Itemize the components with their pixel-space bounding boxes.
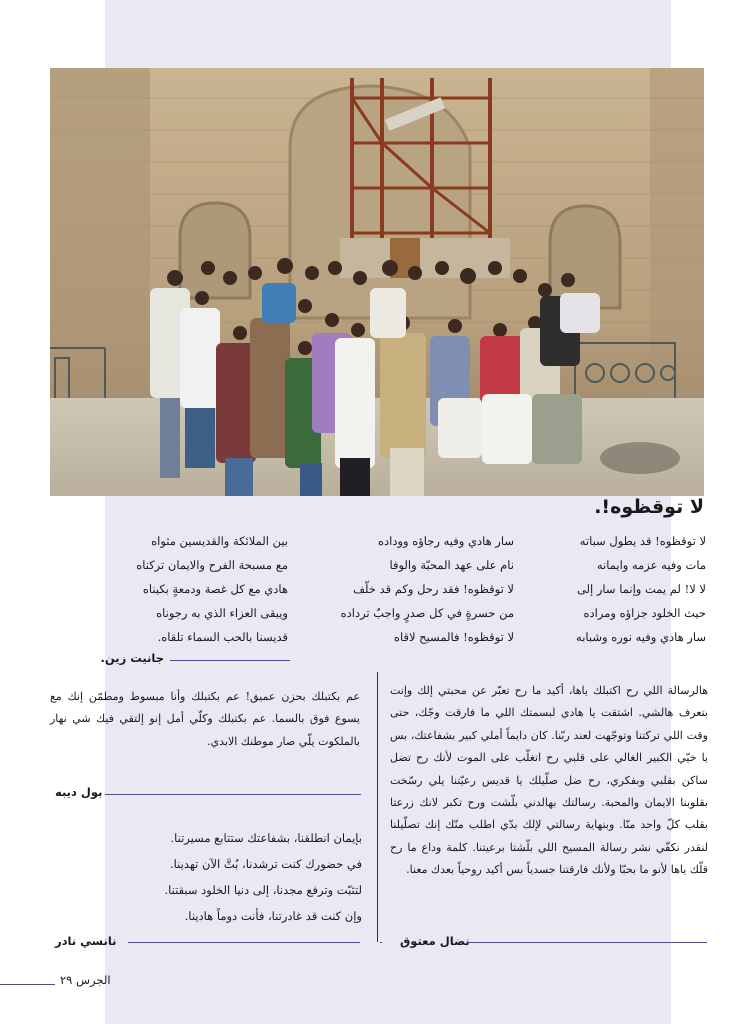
verse-line: هادي مع كل غصة ودمعةٍ بكيناه [142,582,288,596]
verse-line: حيث الخلود جزاؤه ومراده [583,606,706,620]
verse-line: لا توقظوه! قد يطول سباته [579,534,706,548]
verse-line: مع مسبحة الفرح والايمان تركناه [136,558,288,572]
column-divider [377,672,378,942]
footer-rule [0,984,55,985]
verse-line: لتثبّت وترفع مجدنا، إلى دنيا الخلود سبقتنا. [164,883,362,897]
verse-line: لا لا! لم يمت وإنما سار إلى [576,582,706,596]
verse-line: بإيمان انطلقنا، بشفاعتك ستتابع مسيرتنا. [170,831,362,845]
signature-rule [105,794,361,795]
verse-line: في حضورك كنت ترشدنا، بُتَّ الآن تهدينا. [169,857,362,871]
letter-paul-signature: بول ديبه [55,785,103,799]
verse-line: من حسرةٍ في كل صدرٍ واجبٌ ترداده [340,606,514,620]
letter-nidal-signature: نضال معتوق [400,934,470,948]
verse-line: بين الملائكة والقديسين مثواه [151,534,288,548]
group-photo [50,68,704,496]
verse-line: لا توقظوه! فالمسيح لاقاه [393,630,514,644]
signature-rule [128,942,360,943]
letter-paul-text: عم بكتبلك بحزن عميق! عم بكتبلك وأنا مبسوط ومطمّن إنك مع يسوع فوق بالسما. عم بكتبلك وكلّي أمل إنو إلتقي فيك شي نهار بالملكوت يلّي صار موطنك الابدي. [50,690,360,748]
verse-line: نام على عهد المحبّة والوفا [389,558,514,572]
poem-signature: جانيت زين. [100,651,164,665]
verse-line: قديسنا بالحب السماء تلقاه. [157,630,288,644]
signature-rule [380,942,382,943]
poem-nancy [32,825,362,929]
letter-nidal-text: هالرسالة اللي رح اكتبلك ياها، أكيد ما رح تعبّر عن محبتي إلك وإنت بتعرف هالشي. اشتقت يا هادي لبسمتك اللي ما فارقت وجّك، حتى وقت اللي تركتنا وتوجّهت لعند ربّنا. كان دايماً أملي كبير بشفاعتك، بس يا خيّي الكبير الغالي على قلبي رح اتغلّب على الموت لأنك رح تضل ساكن بقلبي وبفكري، رح ضل صلّيلك يا قديس رعيّتنا يلي رسّخت بقلوبنا الايمان والمحبة. رسالتك بهالدني بلّشت ورح تكبر لانك زرعتا بقلب كلّ واحد منّا. وبنهاية رسالتي لإلك بدّي اطلب منّك إنك تصلّيلنا لنقدر نكفّي نشر رسالة المسيح اللي بلّشتا برعيتنا. كلمة وداع ما رح قلّك ياها لأنو ما بحبّا ولأنك فارقتنا جسدياً بس أكيد روحياً بعدك معنا. [390,684,708,877]
signature-rule [170,660,290,661]
verse-line: مات وفيه عزمه وايمانه [596,558,706,572]
page-footer: الجرس ٢٩ [60,973,111,987]
poem-column-right [546,529,706,649]
signature-rule [467,942,707,943]
poem-column-left [108,529,288,649]
verse-line: سار هادي وفيه نوره وشبابه [576,630,706,644]
poem-title: لا توقظوه!. [594,496,704,518]
verse-line: وإن كنت قد غادرتنا، فأنت دوماً هادينا. [184,909,362,923]
poem-column-middle [314,529,514,649]
poem-nancy-signature: نانسي نادر [55,934,117,948]
verse-line: ويبقى العزاء الذي به رجوناه [156,606,288,620]
verse-line: سار هادي وفيه رجاؤه ووداده [377,534,514,548]
verse-line: لا توقظوه! فقد رحل وكم قد خلّف [353,582,514,596]
